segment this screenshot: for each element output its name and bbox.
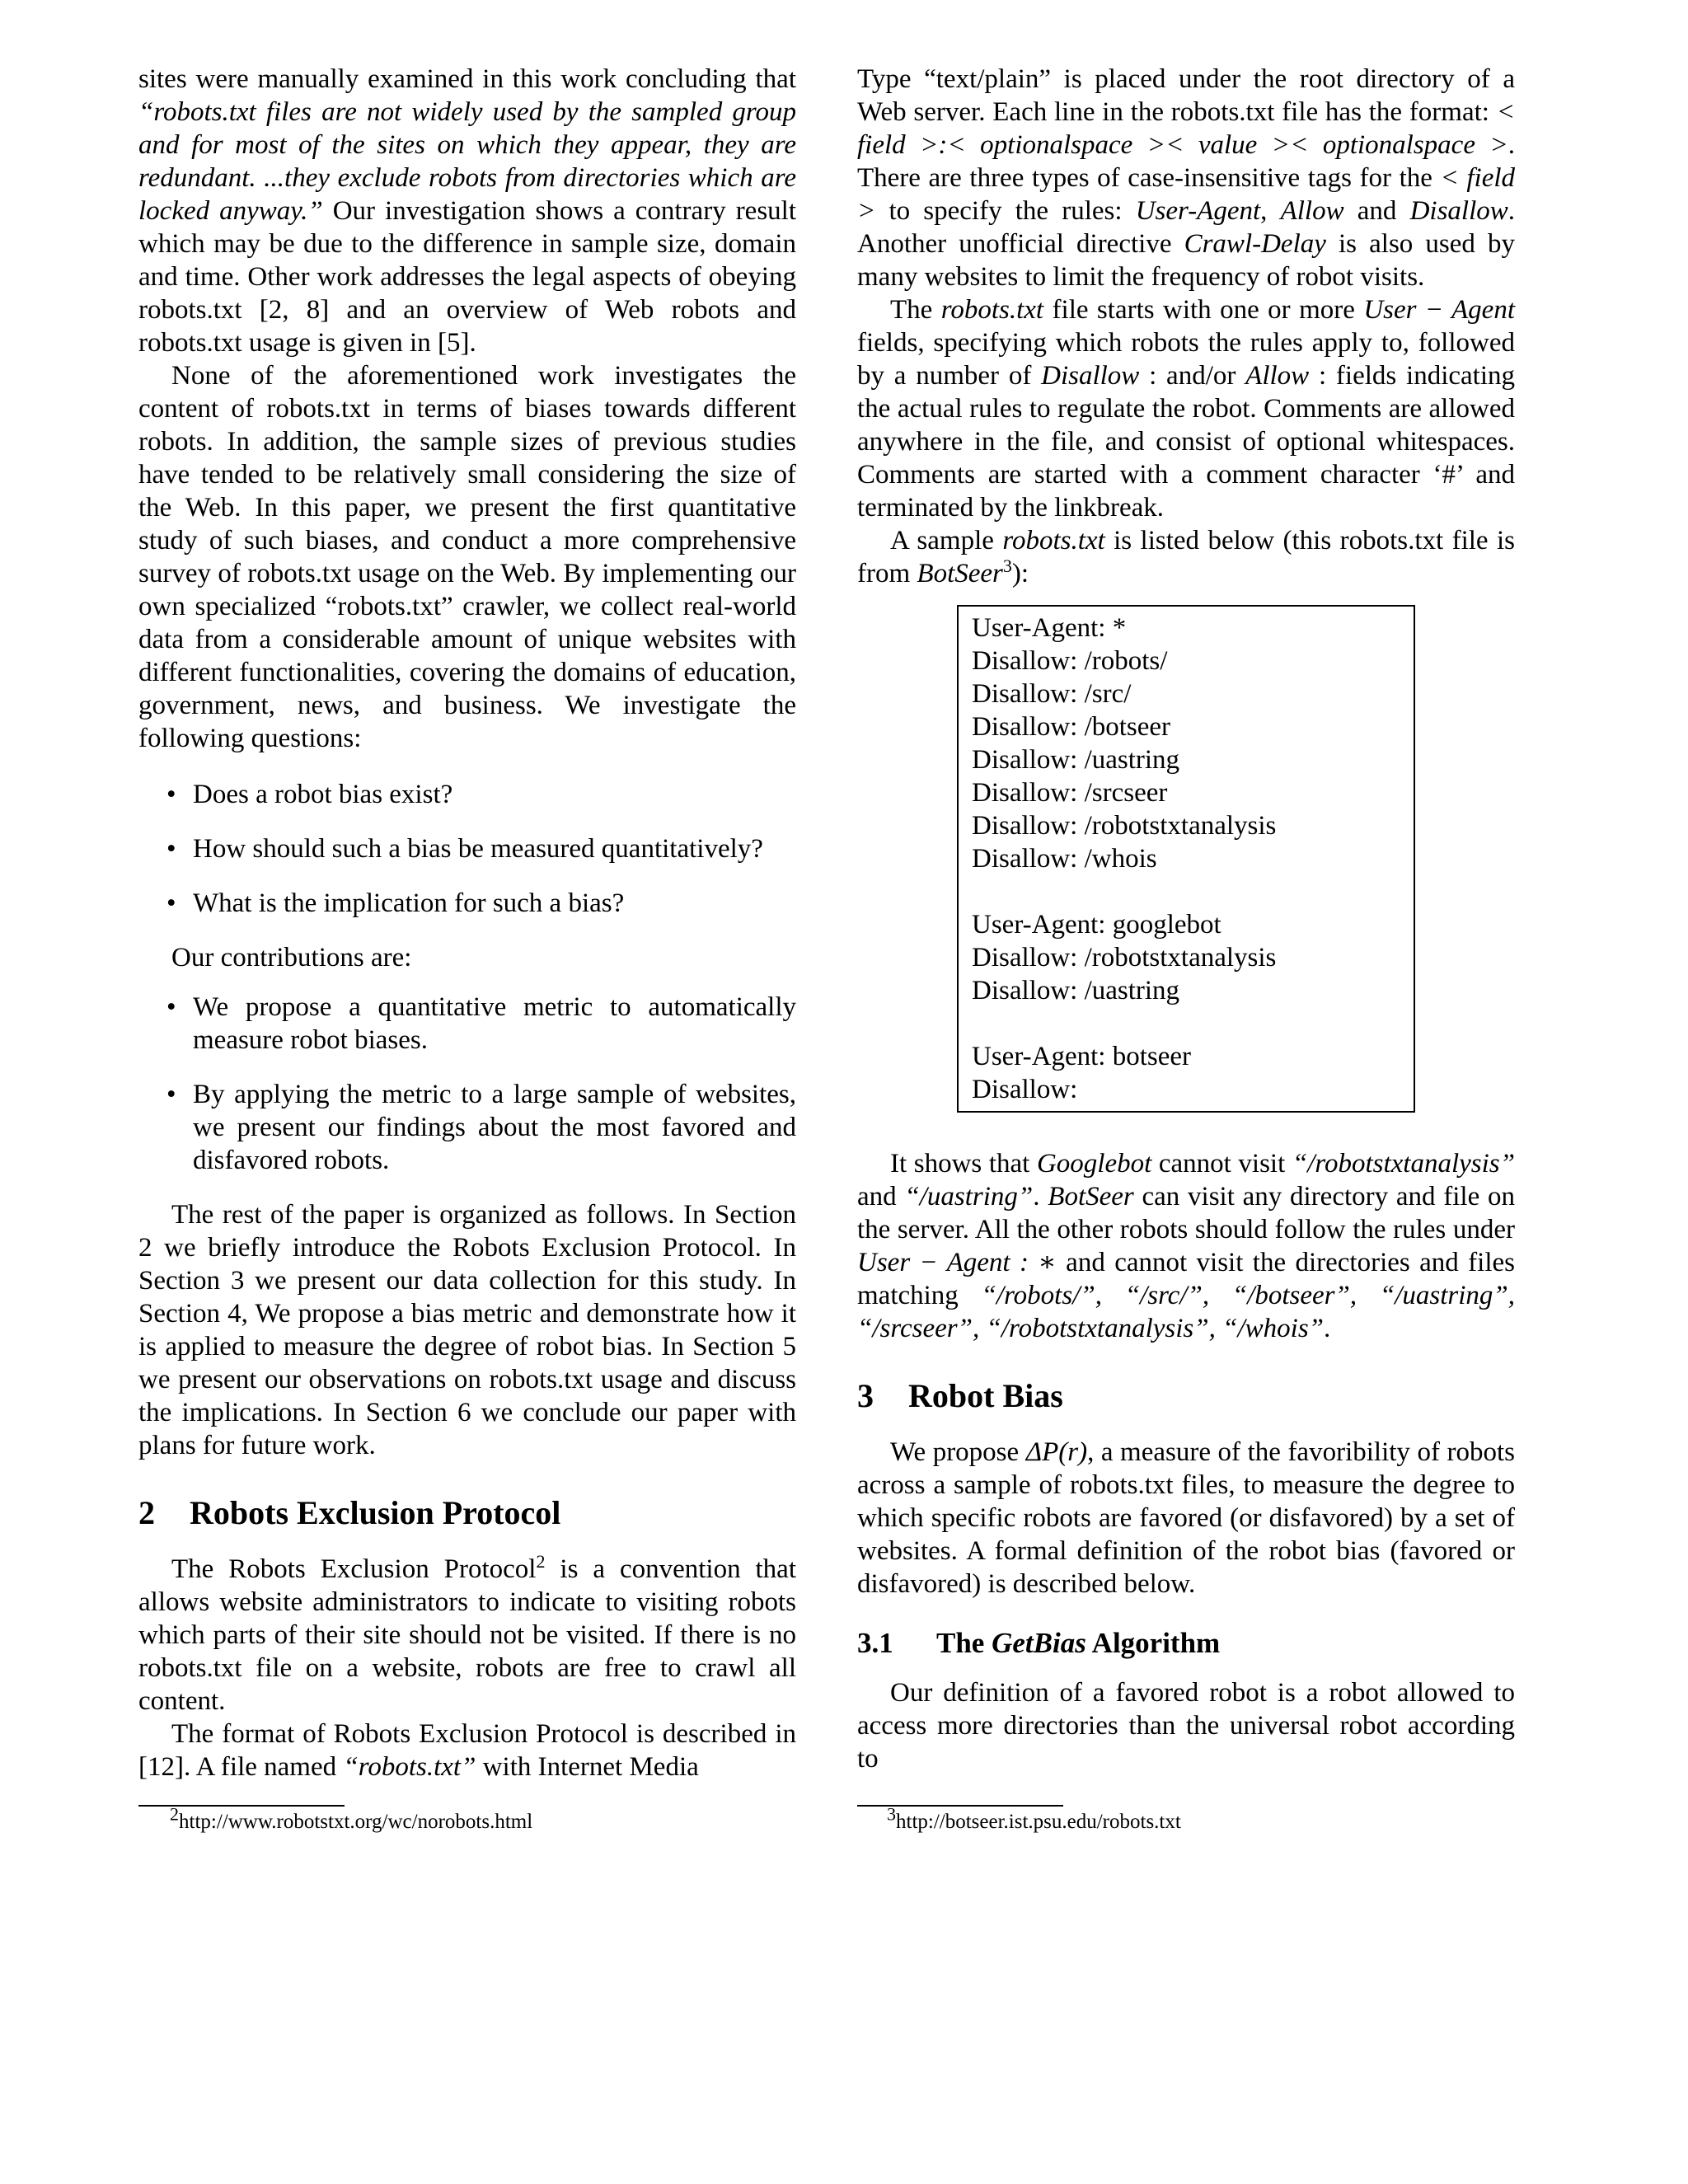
quote: “robots.txt files are not widely used by the sampled group and for most of the sites on which they appear, they are redundant. ...they exclude robots from directories which are locked anyway.” — [138, 97, 796, 226]
code-line: Disallow: /robotstxtanalysis — [972, 811, 1277, 841]
code-line: User-Agent: * — [972, 613, 1127, 643]
list-item: • What is the implication for such a bias? — [138, 887, 796, 920]
blank-line — [972, 875, 1404, 908]
left-column — [138, 63, 796, 1783]
footnote: $^2$http://www.robotstxt.org/wc/norobots.html — [170, 1803, 533, 1833]
right-column — [857, 63, 1515, 1775]
contributions-intro: Our contributions are: — [171, 943, 412, 972]
paragraph: The robots.txt file starts with one or more User − Agent fields, specifying which robots the rules apply to, followed by a number of Disallow : and/or Allow : fields indicating the actual rules to regulate the robot. Comments are allowed anywhere in the file, and consist of optional whitespaces. Comments are started with a comment character ‘#’ and terminated by the linkbreak. — [857, 295, 1515, 523]
list-item: • Does a robot bias exist? — [138, 778, 796, 811]
section-heading: 2 Robots Exclusion Protocol — [138, 1494, 561, 1531]
code-line: Disallow: /src/ — [972, 679, 1132, 709]
code-line: Disallow: /srcseer — [972, 778, 1168, 808]
code-line: Disallow: /uastring — [972, 745, 1180, 775]
section-heading: 3 Robot Bias — [857, 1377, 1063, 1414]
paragraph: sites were manually examined in this work concluding that “robots.txt files are not widely used by the sampled group and for most of the sites on which they appear, they are redundant. ...they exclude robots from directories which are locked anyway.” Our investigation shows a contrary result which may be due to the difference in sample size, domain and time. Other work addresses the legal aspects of obeying robots.txt [2, 8] and an overview of Web robots and robots.txt usage is given in [5]. — [138, 64, 797, 358]
paragraph: None of the aforementioned work investigates the content of robots.txt in terms of biases towards different robots. In addition, the sample sizes of previous studies have tended to be relatively small considering the size of the Web. In this paper, we present the first quantitative study of such biases, and conduct a more comprehensive survey of robots.txt usage on the Web. By implementing our own specialized “robots.txt” crawler, we collect real-world data from a considerable amount of unique websites with different functionalities, covering the domains of education, government, news, and business. We investigate the following questions: — [138, 361, 796, 753]
paragraph: Type “text/plain” is placed under the root directory of a Web server. Each line in the robots.txt file has the format: < field >:< optionalspace >< value >< optionalspace >. There are three types of case-insensitive tags for the < field > to specify the rules: User-Agent, Allow and Disallow. Another unofficial directive Crawl-Delay is also used by many websites to limit the frequency of robot visits. — [857, 64, 1516, 292]
list-item: • By applying the metric to a large sample of websites, we present our findings about the most favored and disfavored robots. — [138, 1078, 796, 1177]
paragraph: The format of Robots Exclusion Protocol is described in [12]. A file named “robots.txt” with Internet Media — [138, 1719, 796, 1782]
code-line: Disallow: /botseer — [972, 712, 1171, 742]
code-line: User-Agent: googlebot — [972, 910, 1221, 940]
list-item: • How should such a bias be measured quantitatively? — [138, 832, 796, 865]
paragraph: We propose ΔP(r), a measure of the favoribility of robots across a sample of robots.txt files, to measure the degree to which specific robots are favored (or disfavored) by a set of websites. A formal definition of the robot bias (favored or disfavored) is described below. — [857, 1437, 1515, 1599]
paragraph: It shows that Googlebot cannot visit “/robotstxtanalysis” and “/uastring”. BotSeer can visit any directory and file on the server. All the other robots should follow the rules under User − Agent : ∗ and cannot visit the directories and files matching “/robots/”, “/src/”, “/botseer”, “/uastring”, “/srcseer”, “/robotstxtanalysis”, “/whois”. — [857, 1149, 1515, 1343]
paragraph: The rest of the paper is organized as follows. In Section 2 we briefly introduce the Robots Exclusion Protocol. In Section 3 we present our data collection for this study. In Section 4, We propose a bias metric and demonstrate how it is applied to measure the degree of robot bias. In Section 5 we present our observations on robots.txt usage and discuss the implications. In Section 6 we conclude our paper with plans for future work. — [138, 1200, 796, 1460]
paragraph: Our definition of a favored robot is a robot allowed to access more directories than the universal robot according to — [857, 1678, 1515, 1774]
code-line: Disallow: /robotstxtanalysis — [972, 943, 1277, 972]
questions-list — [138, 778, 796, 920]
subsection-heading: 3.1 The GetBias Algorithm — [857, 1627, 1221, 1659]
paragraph: The Robots Exclusion Protocol$^2$ is a convention that allows website administrators to indicate to visiting robots which parts of their site should not be visited. If there is no robots.txt file on a website, robots are free to crawl all content. — [138, 1551, 797, 1716]
paragraph: A sample robots.txt is listed below (this robots.txt file is from BotSeer$^3$): — [857, 526, 1515, 588]
contributions-list — [138, 991, 796, 1177]
sample-robots-txt-box — [957, 605, 1415, 1113]
code-line: Disallow: — [972, 1075, 1078, 1104]
footnote: $^3$http://botseer.ist.psu.edu/robots.txt — [887, 1803, 1181, 1833]
code-line: Disallow: /uastring — [972, 976, 1180, 1005]
code-line: User-Agent: botseer — [972, 1042, 1191, 1071]
blank-line — [972, 1007, 1404, 1040]
code-line: Disallow: /robots/ — [972, 646, 1168, 676]
code-line: Disallow: /whois — [972, 844, 1157, 874]
list-item: • We propose a quantitative metric to automatically measure robot biases. — [138, 991, 796, 1057]
